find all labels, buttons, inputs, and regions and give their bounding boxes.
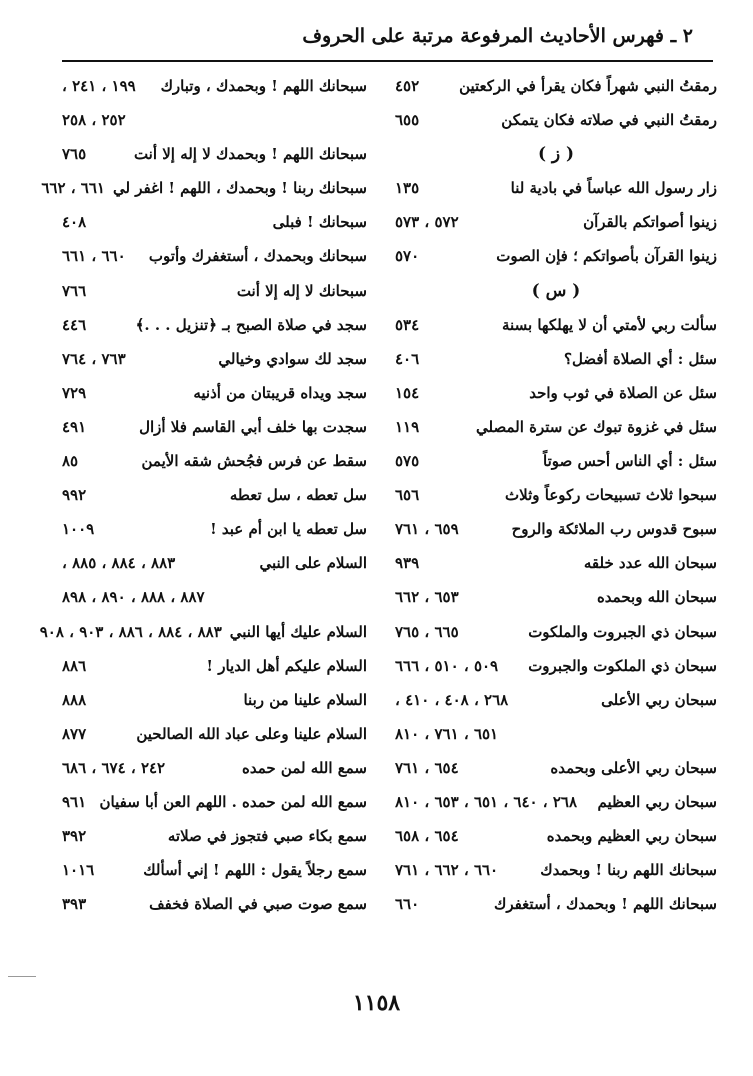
entry-text: سئل : أي الناس أحس صوتاً xyxy=(543,452,717,471)
entry-pages: ٤٠٨ xyxy=(62,213,87,232)
index-entry xyxy=(395,854,717,888)
entry-text: سبحانك ! فبلى xyxy=(272,213,367,232)
entry-pages: ٣٩٣ xyxy=(62,895,87,914)
index-entry xyxy=(395,888,717,922)
entry-pages: ٦٦١ ، ٦٦٢ xyxy=(41,179,105,198)
index-entry xyxy=(395,70,717,104)
letter-heading: ( ز ) xyxy=(537,144,575,165)
index-entry xyxy=(62,513,367,547)
entry-text: سبحان الله وبحمده xyxy=(596,588,717,607)
entry-pages: ٦٦٠ ، ٦٦١ xyxy=(62,247,126,266)
entry-pages: ٦٦٠ xyxy=(395,895,420,914)
index-entry xyxy=(395,377,717,411)
entry-pages: ٨٥ xyxy=(62,452,79,471)
index-entry xyxy=(62,104,367,138)
index-entry xyxy=(62,820,367,854)
entry-pages: ٧٦٥ xyxy=(62,145,87,164)
page-header xyxy=(60,14,693,58)
letter-heading: ( س ) xyxy=(531,280,581,301)
entry-text: سبحان ربي العظيم وبحمده xyxy=(546,827,717,846)
entry-text: سبحانك اللهم ربنا ! وبحمدك xyxy=(540,861,717,880)
entry-pages: ٩٦١ xyxy=(62,792,87,811)
entry-pages: ٦٥٦ xyxy=(395,486,420,505)
index-entry xyxy=(395,479,717,513)
entry-pages: ٤٥٢ xyxy=(395,77,420,95)
entry-text: سبحانك لا إله إلا أنت xyxy=(236,281,367,300)
entry-pages: ٩٩٢ xyxy=(62,486,87,505)
entry-pages: ٤٩١ xyxy=(62,417,87,436)
index-entry xyxy=(62,581,367,615)
page-number: ١١٥٨ xyxy=(352,990,401,1016)
entry-text: زينوا أصواتكم بالقرآن xyxy=(583,213,717,232)
entry-text: السلام علينا وعلى عباد الله الصالحين xyxy=(136,724,367,743)
index-entry xyxy=(395,820,717,854)
entry-text: سبوح قدوس رب الملائكة والروح xyxy=(511,520,717,539)
entry-text: سبحانك وبحمدك ، أستغفرك وأتوب xyxy=(148,247,367,266)
index-entry xyxy=(39,616,367,650)
entry-pages: ٢٦٨ ، ٦٤٠ ، ٦٥١ ، ٦٥٣ ، ٨١٠ xyxy=(395,792,578,811)
entry-pages: ٦٥٤ ، ٦٥٨ xyxy=(395,827,459,846)
entry-text: السلام عليكم أهل الديار ! xyxy=(206,656,367,675)
entry-pages: ١٠٠٩ xyxy=(62,520,95,539)
entry-pages: ٩٣٩ xyxy=(395,554,420,573)
index-entry xyxy=(62,718,367,752)
entry-text: سبحوا ثلاث تسبيحات ركوعاً وثلاث xyxy=(505,486,717,505)
entry-pages: ٨٨٣ ، ٨٨٤ ، ٨٨٦ ، ٩٠٣ ، ٩٠٨ xyxy=(39,622,222,641)
entry-text: سبحان ربي العظيم xyxy=(597,792,717,811)
index-entry xyxy=(395,343,717,377)
entry-pages: ٦٥٤ ، ٧٦١ xyxy=(395,758,459,777)
entry-text: السلام علينا من ربنا xyxy=(243,690,367,709)
entry-pages: ٥٧٥ xyxy=(395,452,420,471)
entry-pages: ٢٥٢ ، ٢٥٨ xyxy=(62,111,126,130)
header-title: ٢ ـ فهرس الأحاديث المرفوعة مرتبة على الحروف xyxy=(302,25,693,47)
index-entry xyxy=(62,786,367,820)
entry-pages: ٦٥٩ ، ٧٦١ xyxy=(395,520,459,539)
entry-text: سئل عن الصلاة في ثوب واحد xyxy=(529,383,717,402)
index-entry xyxy=(41,172,367,206)
header-rule xyxy=(62,60,713,62)
index-entry xyxy=(62,684,367,718)
entry-text: سبحانك اللهم ! وبحمدك ، أستغفرك xyxy=(493,895,717,914)
entry-text: رمقتُ النبي في صلاته فكان يتمكن xyxy=(501,111,717,130)
index-entry xyxy=(62,479,367,513)
index-entry xyxy=(395,786,717,820)
index-entry xyxy=(395,616,717,650)
entry-pages: ٥٧٠ xyxy=(395,247,420,266)
entry-pages: ٢٦٨ ، ٤٠٨ ، ٤١٠ ، xyxy=(395,690,509,709)
index-entry xyxy=(395,752,717,786)
entry-text: سجد في صلاة الصبح بـ ﴿تنزيل . . .﴾ xyxy=(135,315,367,334)
index-entry xyxy=(62,650,367,684)
index-entry xyxy=(395,138,717,172)
entry-text: سبحان ربي الأعلى xyxy=(601,690,717,709)
entry-text: سمع صوت صبي في الصلاة فخفف xyxy=(149,895,367,914)
index-entry xyxy=(395,547,717,581)
index-entry xyxy=(62,240,367,274)
entry-text: سبحان ربي الأعلى وبحمده xyxy=(550,758,717,777)
index-entry xyxy=(62,343,367,377)
entry-text: سقط عن فرس فجُحش شقه الأيمن xyxy=(141,452,367,471)
entry-text: سبحانك ربنا ! وبحمدك ، اللهم ! اغفر لي xyxy=(112,179,367,198)
entry-pages: ٨٨٣ ، ٨٨٤ ، ٨٨٥ ، xyxy=(62,554,176,573)
entry-text: سبحان ذي الجبروت والملكوت xyxy=(528,622,717,641)
index-entry xyxy=(395,206,717,240)
entry-text: سمع الله لمن حمده xyxy=(242,758,367,777)
index-entry xyxy=(62,206,367,240)
entry-pages: ٦٥٥ xyxy=(395,111,420,130)
index-entry xyxy=(395,411,717,445)
index-entry xyxy=(395,581,717,615)
entry-pages: ٣٩٢ xyxy=(62,827,87,846)
entry-pages: ٥٧٢ ، ٥٧٣ xyxy=(395,213,459,232)
entry-pages: ٥٣٤ xyxy=(395,315,420,334)
index-entry xyxy=(62,445,367,479)
entry-text: سمع الله لمن حمده . اللهم العن أبا سفيان xyxy=(99,792,367,811)
entry-text: سمع بكاء صبي فتجوز في صلاته xyxy=(167,827,367,846)
entry-text: سبحانك اللهم ! وبحمدك لا إله إلا أنت xyxy=(133,145,367,164)
entry-pages: ٥٠٩ ، ٥١٠ ، ٦٦٦ xyxy=(395,656,499,675)
entry-pages: ١٥٤ xyxy=(395,383,420,402)
entry-pages: ٤٤٦ xyxy=(62,315,87,334)
entry-pages: ٢٤٢ ، ٦٧٤ ، ٦٨٦ xyxy=(62,758,166,777)
entry-pages: ٦٥٣ ، ٦٦٢ xyxy=(395,588,459,607)
index-entry xyxy=(395,309,717,343)
index-entry xyxy=(62,70,367,104)
index-entry xyxy=(395,172,717,206)
entry-text: سئل في غزوة تبوك عن سترة المصلي xyxy=(476,417,717,436)
index-entry xyxy=(62,547,367,581)
entry-pages: ٦٦٠ ، ٦٦٢ ، ٧٦١ xyxy=(395,861,499,880)
index-entry xyxy=(395,240,717,274)
entry-pages: ٧٢٩ xyxy=(62,383,87,402)
entry-pages: ٤٠٦ xyxy=(395,349,420,368)
entry-pages: ٧٦٣ ، ٧٦٤ xyxy=(62,349,126,368)
entry-pages: ٨٧٧ xyxy=(62,724,87,743)
index-entry xyxy=(62,411,367,445)
index-entry xyxy=(395,718,717,752)
index-entry xyxy=(62,275,367,309)
index-entry xyxy=(62,752,367,786)
entry-text: رمقتُ النبي شهراً فكان يقرأ في الركعتين xyxy=(459,77,717,95)
index-entry xyxy=(395,684,717,718)
entry-pages: ١٣٥ xyxy=(395,179,420,198)
entry-text: السلام على النبي xyxy=(259,554,367,573)
entry-text: سبحان ذي الملكوت والجبروت xyxy=(528,656,717,675)
entry-pages: ٨٨٧ ، ٨٨٨ ، ٨٩٠ ، ٨٩٨ xyxy=(62,588,205,607)
entry-text: سبحان الله عدد خلقه xyxy=(583,554,717,573)
margin-mark xyxy=(8,976,36,977)
entry-pages: ٦٦٥ ، ٧٦٥ xyxy=(395,622,459,641)
entry-pages: ١٠١٦ xyxy=(62,861,95,880)
entry-pages: ٧٦٦ xyxy=(62,281,87,300)
entry-pages: ٨٨٨ xyxy=(62,690,87,709)
entry-pages: ٦٥١ ، ٧٦١ ، ٨١٠ xyxy=(395,724,499,743)
index-entry xyxy=(62,309,367,343)
entry-text: سمع رجلاً يقول : اللهم ! إني أسألك xyxy=(143,861,367,880)
entry-text: زينوا القرآن بأصواتكم ؛ فإن الصوت xyxy=(496,247,717,266)
entry-text: سجد لك سوادي وخيالي xyxy=(218,349,367,368)
index-entry xyxy=(395,104,717,138)
entry-pages: ١١٩ xyxy=(395,417,420,436)
entry-text: سل تعطه ، سل تعطه xyxy=(229,486,367,505)
entry-text: سئل : أي الصلاة أفضل؟ xyxy=(563,349,717,368)
index-entry xyxy=(395,445,717,479)
index-entry xyxy=(62,888,367,922)
index-column-left xyxy=(39,70,367,922)
entry-pages: ١٩٩ ، ٢٤١ ، xyxy=(62,77,136,95)
index-entry xyxy=(62,138,367,172)
entry-text: سجدت بها خلف أبي القاسم فلا أزال xyxy=(139,417,367,436)
entry-text: سجد ويداه قريبتان من أذنيه xyxy=(193,383,367,402)
entry-text: زار رسول الله عباساً في بادية لنا xyxy=(510,179,717,198)
index-entry xyxy=(62,854,367,888)
index-entry xyxy=(395,650,717,684)
entry-text: سألت ربي لأمتي أن لا يهلكها بسنة xyxy=(502,315,717,334)
entry-text: سل تعطه يا ابن أم عبد ! xyxy=(210,520,367,539)
index-entry xyxy=(395,275,717,309)
entry-text: سبحانك اللهم ! وبحمدك ، وتبارك xyxy=(160,77,367,95)
index-column-right xyxy=(395,70,717,922)
index-entry xyxy=(62,377,367,411)
entry-pages: ٨٨٦ xyxy=(62,656,87,675)
entry-text: السلام عليك أيها النبي xyxy=(229,622,367,641)
index-entry xyxy=(395,513,717,547)
